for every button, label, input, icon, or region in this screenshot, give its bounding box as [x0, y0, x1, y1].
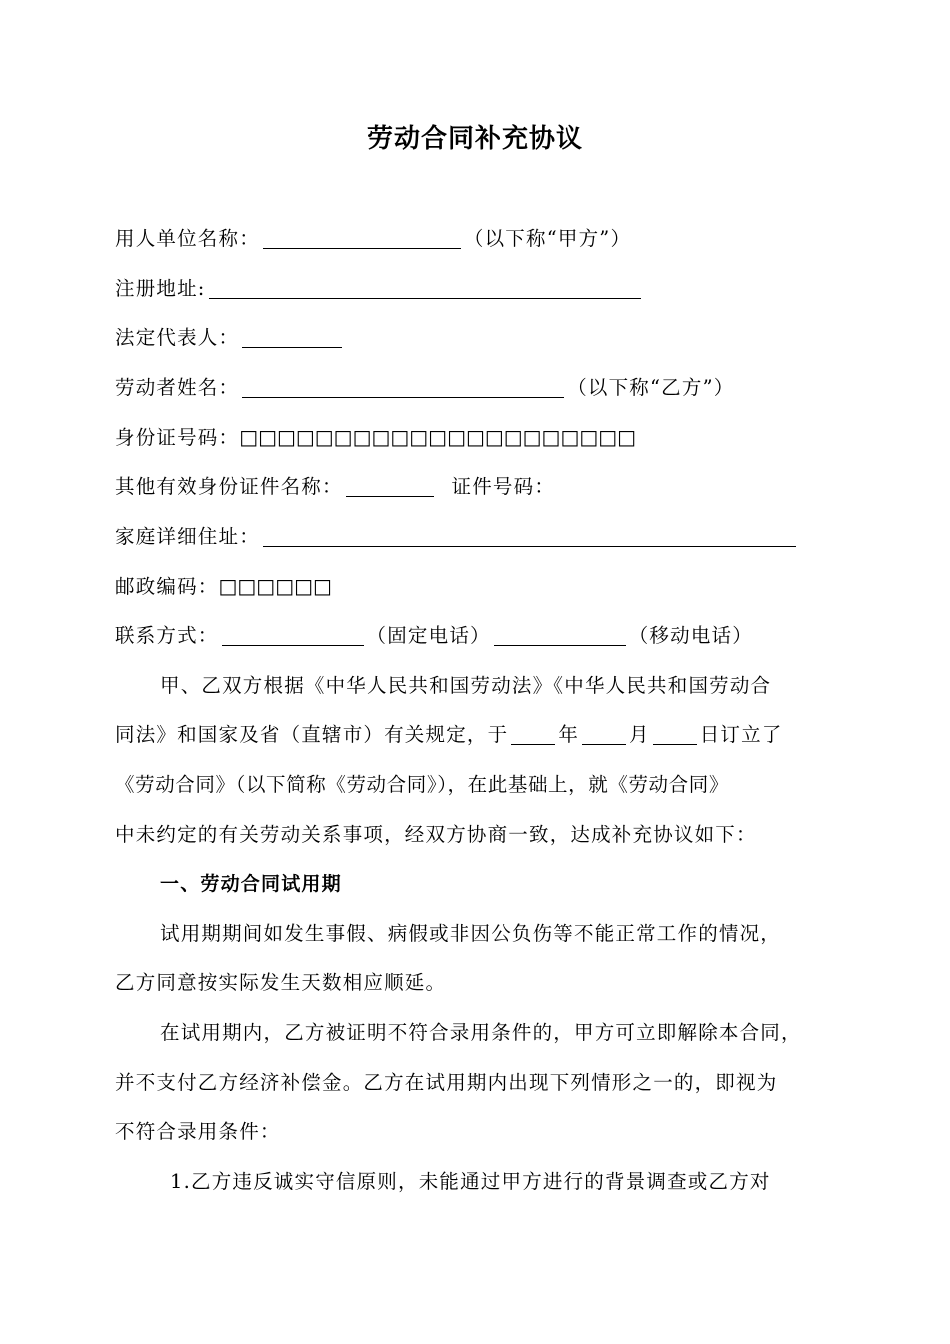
worker-suffix: （以下称“乙方”） — [567, 376, 735, 399]
legal-rep-row — [115, 323, 850, 353]
employer-row — [115, 224, 850, 254]
home-address-blank[interactable] — [263, 524, 796, 547]
landline-label: （固定电话） — [366, 624, 491, 647]
worker-blank[interactable] — [242, 375, 564, 398]
sign-month-blank[interactable] — [582, 722, 626, 745]
other-id-blank[interactable] — [346, 474, 434, 497]
intro-line-2 — [115, 720, 850, 750]
contact-label: 联系方式： — [115, 624, 219, 647]
address-label: 注册地址: — [115, 277, 206, 300]
legal-rep-blank[interactable] — [242, 325, 342, 348]
section-1-para-2-line-2: 并不支付乙方经济补偿金。乙方在试用期内出现下列情形之一的，即视为 — [115, 1071, 778, 1094]
address-row — [115, 274, 850, 304]
month-label: 月 — [629, 723, 650, 746]
employer-suffix: （以下称“甲方”） — [463, 227, 632, 250]
employer-label: 用人单位名称： — [115, 227, 260, 250]
worker-row — [115, 373, 850, 403]
day-label: 日订立了 — [699, 723, 783, 746]
other-id-row — [115, 472, 850, 502]
section-1-para-1-line-1: 试用期期间如发生事假、病假或非因公负伤等不能正常工作的情况， — [160, 922, 782, 945]
mobile-blank[interactable] — [494, 623, 626, 646]
id-row — [115, 422, 850, 453]
year-label: 年 — [558, 723, 580, 746]
postcode-label: 邮政编码： — [115, 575, 219, 598]
id-label: 身份证号码： — [115, 426, 240, 449]
legal-rep-label: 法定代表人： — [115, 326, 240, 349]
section-1-heading: 一、劳动合同试用期 — [160, 873, 342, 895]
document-title: 劳动合同补充协议 — [366, 124, 583, 154]
other-id-label: 其他有效身份证件名称： — [115, 475, 343, 498]
cert-no-label: 证件号码： — [451, 475, 556, 498]
intro-line-2-text: 同法》和国家及省（直辖市）有关规定，于 — [115, 723, 509, 746]
section-1-item-1: 1.乙方违反诚实守信原则，未能通过甲方进行的背景调查或乙方对 — [170, 1170, 771, 1193]
mobile-label: （移动电话） — [628, 624, 753, 647]
contact-row — [115, 621, 850, 651]
section-1-para-2-line-1: 在试用期内，乙方被证明不符合录用条件的，甲方可立即解除本合同， — [160, 1021, 802, 1044]
home-address-label: 家庭详细住址： — [115, 525, 260, 548]
home-address-row — [115, 522, 850, 552]
sign-day-blank[interactable] — [653, 722, 697, 745]
worker-label: 劳动者姓名： — [115, 376, 240, 399]
section-1-para-2-line-3: 不符合录用条件： — [115, 1120, 281, 1143]
intro-line-4: 中未约定的有关劳动关系事项，经双方协商一致，达成补充协议如下： — [115, 823, 757, 846]
postcode-row — [115, 571, 850, 602]
intro-line-3: 《劳动合同》（以下简称《劳动合同》），在此基础上，就《劳动合同》 — [115, 773, 729, 796]
sign-year-blank[interactable] — [511, 722, 555, 745]
landline-blank[interactable] — [222, 623, 364, 646]
address-blank[interactable] — [209, 276, 641, 299]
section-1-para-1-line-2: 乙方同意按实际发生天数相应顺延。 — [115, 971, 447, 994]
intro-line-1: 甲、乙双方根据《中华人民共和国劳动法》《中华人民共和国劳动合 — [160, 674, 772, 697]
employer-blank[interactable] — [263, 226, 461, 249]
id-number-boxes[interactable]: □□□□□□□□□□□□□□□□□□□□□ — [239, 425, 637, 449]
postcode-boxes[interactable]: □□□□□□ — [218, 574, 332, 598]
